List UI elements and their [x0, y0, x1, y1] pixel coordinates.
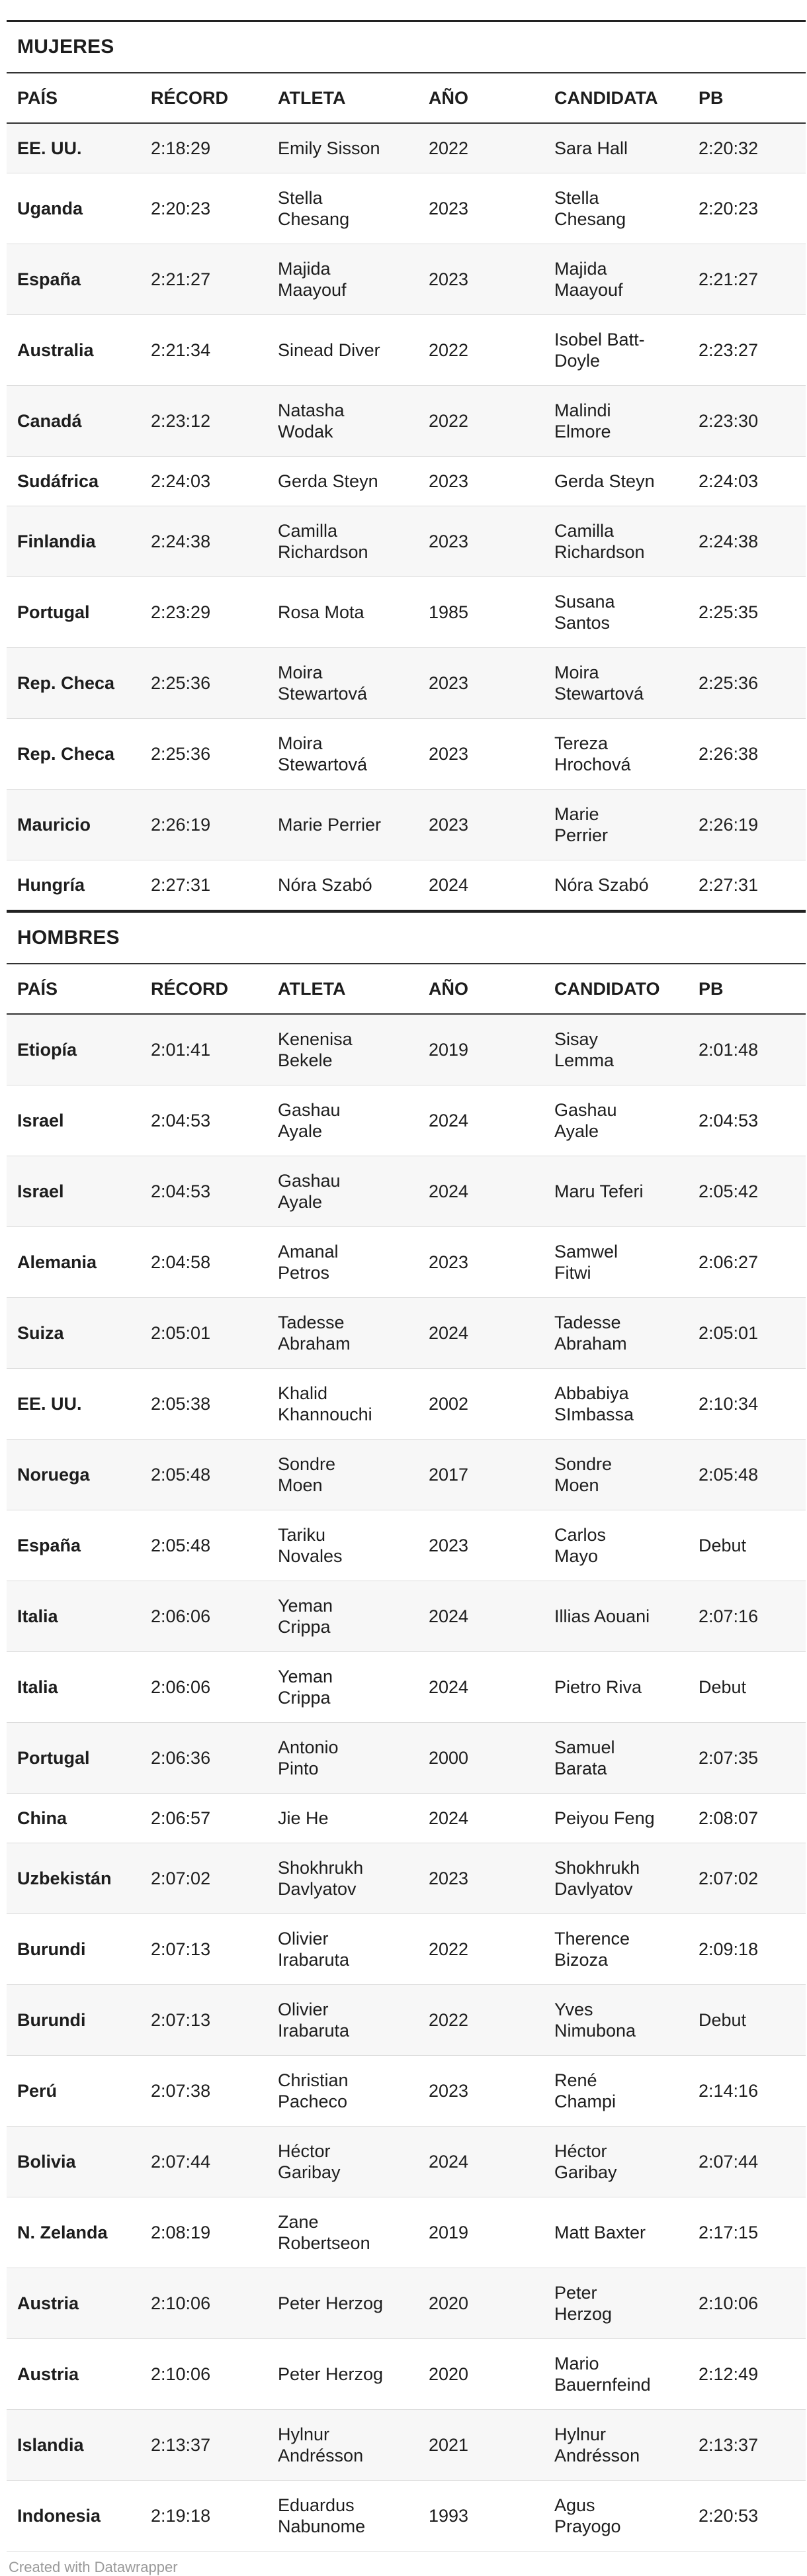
cell-pais: China [17, 1808, 67, 1828]
cell-record: 2:05:01 [151, 1323, 211, 1343]
cell-pais: Noruega [17, 1465, 90, 1485]
cell-pb: 2:24:03 [699, 471, 759, 491]
cell-pb: 2:23:27 [699, 340, 759, 360]
cell-atleta: Zane Robertseon [278, 2212, 370, 2253]
cell-atleta: Marie Perrier [278, 815, 382, 835]
cell-pb: 2:26:38 [699, 744, 759, 764]
cell-ano: 2022 [429, 340, 469, 360]
table-row [7, 506, 806, 577]
column-header-ano: AÑO [429, 978, 468, 999]
cell-ano: 2023 [429, 531, 469, 551]
column-header-pais: PAÍS [17, 978, 58, 999]
cell-record: 2:26:19 [151, 815, 211, 835]
cell-record: 2:07:13 [151, 1939, 211, 1959]
cell-candidato: Tadesse Abraham [554, 1312, 627, 1354]
cell-record: 2:07:38 [151, 2081, 211, 2101]
cell-ano: 2022 [429, 2010, 469, 2030]
cell-pais: Portugal [17, 1748, 90, 1768]
cell-atleta: Gerda Steyn [278, 471, 378, 491]
cell-pais: España [17, 1536, 81, 1555]
column-header-ano: AÑO [429, 87, 468, 108]
table-row [7, 386, 806, 457]
table-row [7, 648, 806, 719]
cell-record: 2:07:44 [151, 2152, 211, 2172]
cell-record: 2:08:19 [151, 2223, 211, 2242]
cell-pais: Burundi [17, 1939, 86, 1959]
cell-pb: Debut [699, 1536, 747, 1555]
cell-atleta: Yeman Crippa [278, 1596, 333, 1637]
cell-ano: 2024 [429, 1323, 469, 1343]
cell-atleta: Majida Maayouf [278, 259, 347, 300]
cell-candidato: Peter Herzog [554, 2283, 613, 2324]
cell-pb: 2:14:16 [699, 2081, 759, 2101]
cell-pais: Australia [17, 340, 94, 360]
cell-record: 2:10:06 [151, 2293, 211, 2313]
cell-candidato: Isobel Batt- Doyle [554, 330, 645, 371]
table-row [7, 860, 806, 910]
cell-pais: Austria [17, 2293, 79, 2313]
cell-record: 2:06:57 [151, 1808, 211, 1828]
cell-ano: 2024 [429, 1111, 469, 1130]
cell-atleta: Sinead Diver [278, 340, 380, 360]
cell-ano: 2023 [429, 1868, 469, 1888]
cell-pb: 2:06:27 [699, 1252, 759, 1272]
cell-pb: Debut [699, 1677, 747, 1697]
cell-candidato: Mario Bauernfeind [554, 2354, 651, 2395]
cell-ano: 2023 [429, 815, 469, 835]
cell-pais: Austria [17, 2364, 79, 2384]
cell-atleta: Antonio Pinto [278, 1737, 339, 1778]
cell-candidato: Sara Hall [554, 138, 628, 158]
table-row [7, 2197, 806, 2268]
table-row [7, 1440, 806, 1510]
cell-pais: Italia [17, 1606, 58, 1626]
cell-ano: 2023 [429, 1252, 469, 1272]
cell-ano: 2023 [429, 2081, 469, 2101]
cell-pb: 2:25:36 [699, 673, 759, 693]
column-header-candidato: CANDIDATO [554, 978, 660, 999]
cell-candidato: Carlos Mayo [554, 1525, 607, 1566]
cell-ano: 2023 [429, 471, 469, 491]
cell-pais: Israel [17, 1181, 64, 1201]
cell-candidato: Gashau Ayale [554, 1100, 617, 1141]
cell-record: 2:19:18 [151, 2506, 211, 2526]
cell-record: 2:13:37 [151, 2435, 211, 2455]
cell-pais: Uzbekistán [17, 1868, 112, 1888]
table-body [7, 124, 806, 910]
cell-atleta: Rosa Mota [278, 602, 364, 622]
cell-candidato: Samuel Barata [554, 1737, 615, 1778]
cell-candidato: Stella Chesang [554, 188, 626, 229]
cell-pais: Uganda [17, 199, 83, 218]
cell-record: 2:04:53 [151, 1111, 211, 1130]
cell-record: 2:23:12 [151, 411, 211, 431]
cell-pb: 2:20:53 [699, 2506, 759, 2526]
cell-pb: 2:20:23 [699, 199, 759, 218]
cell-ano: 2023 [429, 744, 469, 764]
cell-pais: Mauricio [17, 815, 91, 835]
cell-atleta: Amanal Petros [278, 1242, 339, 1283]
cell-pb: 2:17:15 [699, 2223, 759, 2242]
cell-candidato: Maru Teferi [554, 1181, 644, 1201]
cell-atleta: Kenenisa Bekele [278, 1029, 353, 1070]
datawrapper-table [7, 20, 806, 2552]
table-row [7, 1298, 806, 1369]
cell-record: 2:07:02 [151, 1868, 211, 1888]
cell-candidato: Therence Bizoza [554, 1929, 630, 1970]
cell-record: 2:25:36 [151, 744, 211, 764]
column-header-pb: PB [699, 87, 724, 108]
table-row [7, 1510, 806, 1581]
cell-ano: 2023 [429, 673, 469, 693]
cell-pais: Rep. Checa [17, 744, 115, 764]
cell-pais: Burundi [17, 2010, 86, 2030]
cell-pb: 2:01:48 [699, 1040, 759, 1060]
cell-pb: 2:20:32 [699, 138, 759, 158]
cell-candidato: Moira Stewartová [554, 663, 644, 704]
cell-pais: Perú [17, 2081, 58, 2101]
cell-atleta: Jie He [278, 1808, 329, 1828]
cell-atleta: Peter Herzog [278, 2364, 384, 2384]
cell-pais: Islandia [17, 2435, 84, 2455]
cell-record: 2:18:29 [151, 138, 211, 158]
cell-ano: 2024 [429, 1808, 469, 1828]
cell-atleta: Moira Stewartová [278, 663, 368, 704]
cell-atleta: Khalid Khannouchi [278, 1383, 372, 1424]
cell-pais: Etiopía [17, 1040, 77, 1060]
cell-pb: 2:12:49 [699, 2364, 759, 2384]
cell-pb: 2:10:34 [699, 1394, 759, 1414]
cell-atleta: Nóra Szabó [278, 875, 372, 895]
column-header-record: RÉCORD [151, 87, 229, 108]
section-hombres [7, 910, 806, 2552]
cell-record: 2:05:38 [151, 1394, 211, 1414]
cell-candidato: Shokhrukh Davlyatov [554, 1858, 640, 1899]
table-row [7, 719, 806, 790]
cell-atleta: Tadesse Abraham [278, 1312, 351, 1354]
cell-ano: 2024 [429, 1677, 469, 1697]
cell-pb: 2:26:19 [699, 815, 759, 835]
cell-atleta: Eduardus Nabunome [278, 2495, 366, 2536]
cell-pais: Sudáfrica [17, 471, 99, 491]
cell-candidato: Peiyou Feng [554, 1808, 655, 1828]
cell-record: 2:04:53 [151, 1181, 211, 1201]
cell-ano: 2022 [429, 1939, 469, 1959]
cell-pais: N. Zelanda [17, 2223, 108, 2242]
cell-atleta: Moira Stewartová [278, 733, 368, 774]
table-row [7, 2056, 806, 2127]
table-row [7, 1015, 806, 1085]
cell-candidato: Sisay Lemma [554, 1029, 615, 1070]
cell-ano: 2020 [429, 2293, 469, 2313]
cell-atleta: Yeman Crippa [278, 1667, 333, 1708]
cell-candidato: Samwel Fitwi [554, 1242, 618, 1283]
table-row [7, 790, 806, 860]
cell-candidato: Nóra Szabó [554, 875, 649, 895]
cell-atleta: Héctor Garibay [278, 2141, 341, 2182]
cell-record: 2:06:06 [151, 1677, 211, 1697]
cell-ano: 2022 [429, 138, 469, 158]
cell-pais: Portugal [17, 602, 90, 622]
cell-atleta: Sondre Moen [278, 1454, 336, 1495]
table-row [7, 1085, 806, 1156]
cell-candidato: Sondre Moen [554, 1454, 613, 1495]
cell-pb: 2:07:16 [699, 1606, 759, 1626]
cell-candidato: Matt Baxter [554, 2223, 646, 2242]
table-row [7, 1723, 806, 1794]
cell-ano: 2023 [429, 199, 469, 218]
cell-record: 2:06:36 [151, 1748, 211, 1768]
cell-record: 2:23:29 [151, 602, 211, 622]
datawrapper-credit: Created with Datawrapper [9, 2559, 178, 2575]
cell-ano: 2017 [429, 1465, 469, 1485]
section-mujeres [7, 20, 806, 910]
cell-ano: 2023 [429, 1536, 469, 1555]
cell-candidato: Majida Maayouf [554, 259, 623, 300]
cell-record: 2:10:06 [151, 2364, 211, 2384]
cell-atleta: Shokhrukh Davlyatov [278, 1858, 364, 1899]
cell-pb: 2:08:07 [699, 1808, 759, 1828]
table-row [7, 457, 806, 506]
cell-pais: EE. UU. [17, 138, 82, 158]
column-header-record: RÉCORD [151, 978, 229, 999]
column-header-atleta: ATLETA [278, 87, 346, 108]
cell-ano: 2022 [429, 411, 469, 431]
cell-atleta: Peter Herzog [278, 2293, 384, 2313]
section-title-hombres: HOMBRES [7, 910, 806, 963]
cell-pb: 2:07:44 [699, 2152, 759, 2172]
table-row [7, 2339, 806, 2410]
cell-pb: 2:07:35 [699, 1748, 759, 1768]
cell-ano: 2019 [429, 2223, 469, 2242]
cell-candidato: Pietro Riva [554, 1677, 642, 1697]
cell-record: 2:24:38 [151, 531, 211, 551]
cell-pais: EE. UU. [17, 1394, 82, 1414]
cell-pais: Bolivia [17, 2152, 76, 2172]
cell-candidato: Marie Perrier [554, 804, 609, 845]
cell-ano: 2024 [429, 1181, 469, 1201]
cell-record: 2:21:34 [151, 340, 211, 360]
cell-record: 2:06:06 [151, 1606, 211, 1626]
table-row [7, 2268, 806, 2339]
cell-ano: 2019 [429, 1040, 469, 1060]
cell-candidato: Susana Santos [554, 592, 615, 633]
table-row [7, 1652, 806, 1723]
cell-pais: Canadá [17, 411, 82, 431]
cell-ano: 2023 [429, 269, 469, 289]
cell-candidato: Malindi Elmore [554, 400, 611, 441]
cell-candidato: Camilla Richardson [554, 521, 645, 562]
cell-atleta: Olivier Irabaruta [278, 2000, 350, 2041]
table-row [7, 244, 806, 315]
table-row [7, 2127, 806, 2197]
cell-atleta: Natasha Wodak [278, 400, 345, 441]
table-row [7, 2481, 806, 2552]
cell-ano: 2000 [429, 1748, 469, 1768]
cell-atleta: Tariku Novales [278, 1525, 343, 1566]
cell-record: 2:05:48 [151, 1536, 211, 1555]
cell-pais: Italia [17, 1677, 58, 1697]
table-row [7, 1794, 806, 1843]
cell-candidato: Illias Aouani [554, 1606, 650, 1626]
cell-record: 2:25:36 [151, 673, 211, 693]
cell-ano: 2021 [429, 2435, 469, 2455]
cell-candidato: René Champi [554, 2070, 616, 2111]
cell-atleta: Gashau Ayale [278, 1100, 341, 1141]
cell-record: 2:07:13 [151, 2010, 211, 2030]
cell-pb: 2:05:48 [699, 1465, 759, 1485]
cell-ano: 2024 [429, 1606, 469, 1626]
table-row [7, 2410, 806, 2481]
cell-pb: 2:23:30 [699, 411, 759, 431]
cell-record: 2:05:48 [151, 1465, 211, 1485]
cell-pais: Israel [17, 1111, 64, 1130]
cell-atleta: Camilla Richardson [278, 521, 368, 562]
cell-ano: 1985 [429, 602, 469, 622]
cell-pb: 2:07:02 [699, 1868, 759, 1888]
cell-ano: 2020 [429, 2364, 469, 2384]
cell-candidato: Abbabiya SImbassa [554, 1383, 634, 1424]
cell-record: 2:27:31 [151, 875, 211, 895]
cell-pb: 2:13:37 [699, 2435, 759, 2455]
cell-pais: Rep. Checa [17, 673, 115, 693]
cell-candidato: Gerda Steyn [554, 471, 655, 491]
section-title-mujeres: MUJERES [7, 20, 806, 72]
table-row [7, 1227, 806, 1298]
table-row [7, 577, 806, 648]
table-row [7, 315, 806, 386]
table-header [7, 963, 806, 1015]
cell-atleta: Hylnur Andrésson [278, 2424, 364, 2465]
table-body [7, 1015, 806, 2552]
cell-atleta: Gashau Ayale [278, 1171, 341, 1212]
cell-pb: 2:24:38 [699, 531, 759, 551]
cell-pb: 2:05:42 [699, 1181, 759, 1201]
column-header-candidato: CANDIDATA [554, 87, 658, 108]
cell-candidato: Héctor Garibay [554, 2141, 617, 2182]
cell-candidato: Tereza Hrochová [554, 733, 631, 774]
table-row [7, 173, 806, 244]
cell-pais: Alemania [17, 1252, 97, 1272]
cell-pb: 2:27:31 [699, 875, 759, 895]
cell-candidato: Hylnur Andrésson [554, 2424, 640, 2465]
cell-ano: 2002 [429, 1394, 469, 1414]
table-row [7, 1843, 806, 1914]
cell-pb: 2:04:53 [699, 1111, 759, 1130]
cell-atleta: Christian Pacheco [278, 2070, 349, 2111]
cell-pais: España [17, 269, 81, 289]
column-header-atleta: ATLETA [278, 978, 346, 999]
column-header-pb: PB [699, 978, 724, 999]
cell-ano: 1993 [429, 2506, 469, 2526]
cell-atleta: Stella Chesang [278, 188, 350, 229]
cell-record: 2:01:41 [151, 1040, 211, 1060]
table-row [7, 1985, 806, 2056]
table-row [7, 1156, 806, 1227]
table-row [7, 124, 806, 173]
cell-pb: 2:21:27 [699, 269, 759, 289]
cell-pb: 2:10:06 [699, 2293, 759, 2313]
cell-pb: 2:25:35 [699, 602, 759, 622]
cell-candidato: Yves Nimubona [554, 2000, 636, 2041]
cell-record: 2:24:03 [151, 471, 211, 491]
cell-ano: 2024 [429, 2152, 469, 2172]
cell-pais: Finlandia [17, 531, 96, 551]
cell-pais: Indonesia [17, 2506, 101, 2526]
cell-pais: Hungría [17, 875, 85, 895]
cell-pb: 2:05:01 [699, 1323, 759, 1343]
cell-ano: 2024 [429, 875, 469, 895]
cell-pb: 2:09:18 [699, 1939, 759, 1959]
column-header-pais: PAÍS [17, 87, 58, 108]
table-row [7, 1581, 806, 1652]
cell-record: 2:20:23 [151, 199, 211, 218]
table-row [7, 1914, 806, 1985]
cell-record: 2:04:58 [151, 1252, 211, 1272]
cell-pais: Suiza [17, 1323, 64, 1343]
cell-record: 2:21:27 [151, 269, 211, 289]
cell-pb: Debut [699, 2010, 747, 2030]
table-header [7, 72, 806, 124]
table-row [7, 1369, 806, 1440]
cell-atleta: Emily Sisson [278, 138, 380, 158]
cell-atleta: Olivier Irabaruta [278, 1929, 350, 1970]
cell-candidato: Agus Prayogo [554, 2495, 621, 2536]
